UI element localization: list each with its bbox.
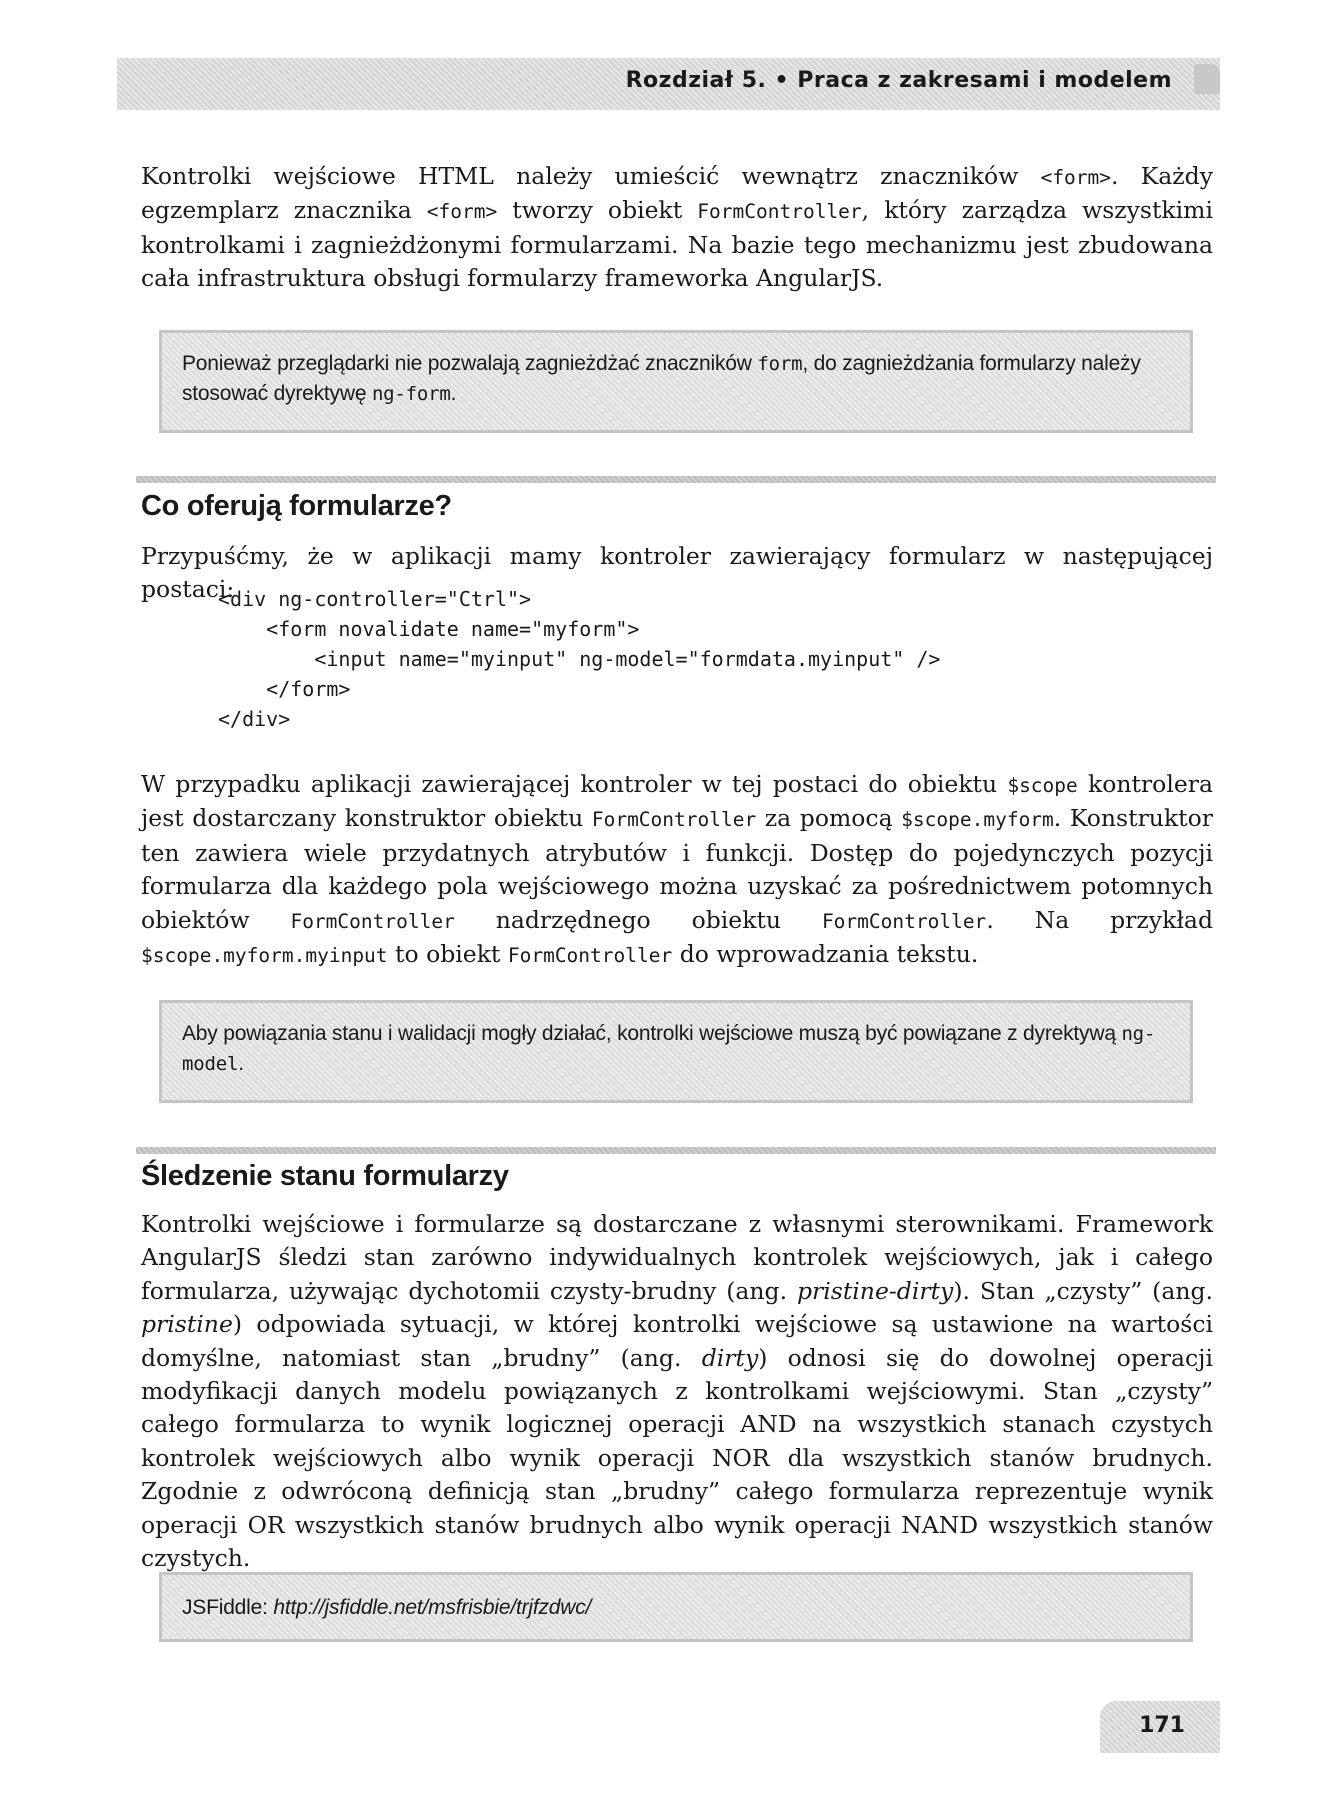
inline-code: FormController — [290, 909, 455, 933]
jsfiddle-label: JSFiddle: — [182, 1596, 274, 1619]
text-run: , do zagnieżdżania formularzy należy stosować dyrektywę — [182, 352, 1141, 405]
inline-code: ng-form — [371, 383, 451, 405]
text-run: za pomocą — [756, 804, 902, 833]
text-run: , który zarządza wszystkimi kontrolkami i zagnieżdżonymi formularzami. Na bazie tego mechanizmu jest zbudowana cała infrastruktura obsługi formularzy frameworka AngularJS. — [141, 196, 1213, 293]
text-run: W przypadku aplikacji zawierającej kontroler w tej postaci do obiektu — [141, 770, 1008, 798]
header-tab-marker — [1194, 64, 1220, 94]
inline-code: $scope.myform — [901, 808, 1054, 832]
note-text — [182, 349, 1170, 409]
note-text — [182, 1593, 1170, 1623]
inline-code: FormController — [697, 200, 862, 224]
formcontroller-paragraph — [141, 768, 1213, 972]
inline-code: FormController — [821, 909, 987, 933]
page-number-tab — [1100, 1701, 1220, 1753]
text-run: . — [450, 382, 457, 405]
text-run: tworzy obiekt — [497, 196, 698, 225]
italic-term: pristine-dirty — [797, 1276, 954, 1305]
jsfiddle-link[interactable]: http://jsfiddle.net/msfrisbie/trjfzdwc/ — [273, 1596, 592, 1619]
inline-code: form — [757, 353, 803, 375]
inline-code: FormController — [591, 808, 757, 832]
section-heading: Co oferują formularze? — [141, 490, 452, 522]
text-run: ). Stan „czysty” (ang. — [953, 1276, 1214, 1305]
text-run: . Na przykład — [986, 905, 1213, 934]
text-run: Kontrolki wejściowe HTML należy umieścić wewnątrz znaczników — [141, 162, 1041, 190]
code-line: <form novalidate name="myform"> — [218, 617, 640, 641]
text-run: . — [238, 1052, 244, 1075]
text-run: Kontrolki wejściowe i formularze są dostarczane z własnymi sterownikami. Framework AngularJS śledzi stan zarówno indywidualnych kontrolek wejściowych, jak i całego formularza, używając dychotomii czysty-brudny (ang. — [141, 1210, 1213, 1305]
chapter-title: Rozdział 5. • Praca z zakresami i modelem — [625, 68, 1172, 93]
text-run: . Konstruktor ten zawiera wiele przydatnych atrybutów i funkcji. Dostęp do pojedynczych pozycji formularza dla każdego pola wejściowego można uzyskać za pośrednictwem potomnych obiektów — [141, 804, 1213, 934]
inline-code: <form> — [426, 200, 498, 224]
note-box-ng-model — [159, 1000, 1193, 1103]
inline-code: $scope.myform.myinput — [141, 944, 388, 968]
inline-code: ng-model — [182, 1023, 1156, 1075]
note-box-jsfiddle — [159, 1572, 1193, 1642]
text-run: do wprowadzania tekstu. — [672, 940, 979, 969]
text-run: ) odnosi się do dowolnej operacji modyfikacji danych modelu powiązanych z kontrolkami wejściowymi. Stan „czysty” całego formularza to wynik logicznej operacji AND na wszystkich stanach czystych kontrolek wejściowych albo wynik operacji NOR dla wszystkich stanów brudnych. Zgodnie z odwróconą definicją stan „brudny” całego formularza reprezentuje wynik operacji OR wszystkich stanów brudnych albo wynik operacji NAND wszystkich stanów czystych. — [141, 1343, 1213, 1573]
italic-term: dirty — [701, 1343, 759, 1372]
page-number: 171 — [1139, 1713, 1185, 1738]
form-state-paragraph — [141, 1208, 1213, 1575]
section-rule — [136, 476, 1216, 483]
note-text — [182, 1019, 1170, 1079]
text-run: ) odpowiada sytuacji, w której kontrolki wejściowe są ustawione na wartości domyślne, natomiast stan „brudny” (ang. — [141, 1310, 1213, 1372]
section-lead-paragraph: Przypuśćmy, że w aplikacji mamy kontroler zawierający formularz w następującej postaci: — [141, 542, 1213, 604]
section-heading: Śledzenie stanu formularzy — [141, 1160, 509, 1192]
text-run: nadrzędnego obiektu — [454, 905, 822, 934]
intro-paragraph — [141, 160, 1213, 296]
text-run: kontrolera jest dostarczany konstruktor obiektu — [141, 770, 1213, 833]
text-run: Aby powiązania stanu i walidacji mogły działać, kontrolki wejściowe muszą być powiązane z dyrektywą — [182, 1022, 1122, 1045]
text-run: to obiekt — [387, 940, 508, 969]
code-line: </form> — [218, 677, 351, 701]
code-line: <input name="myinput" ng-model="formdata.myinput" /> — [218, 647, 941, 671]
note-box-nested-forms — [159, 330, 1193, 433]
italic-term: pristine — [141, 1310, 233, 1339]
inline-code: <form> — [1040, 166, 1112, 189]
section-rule — [136, 1147, 1216, 1154]
running-header — [117, 58, 1220, 110]
code-line: </div> — [218, 707, 291, 731]
text-run: Ponieważ przeglądarki nie pozwalają zagnieżdżać znaczników — [182, 352, 758, 375]
inline-code: FormController — [507, 944, 673, 968]
code-line: <div ng-controller="Ctrl"> — [218, 587, 532, 611]
code-listing — [218, 584, 940, 734]
inline-code: $scope — [1007, 774, 1078, 797]
text-run: . Każdy egzemplarz znacznika — [141, 162, 1213, 225]
